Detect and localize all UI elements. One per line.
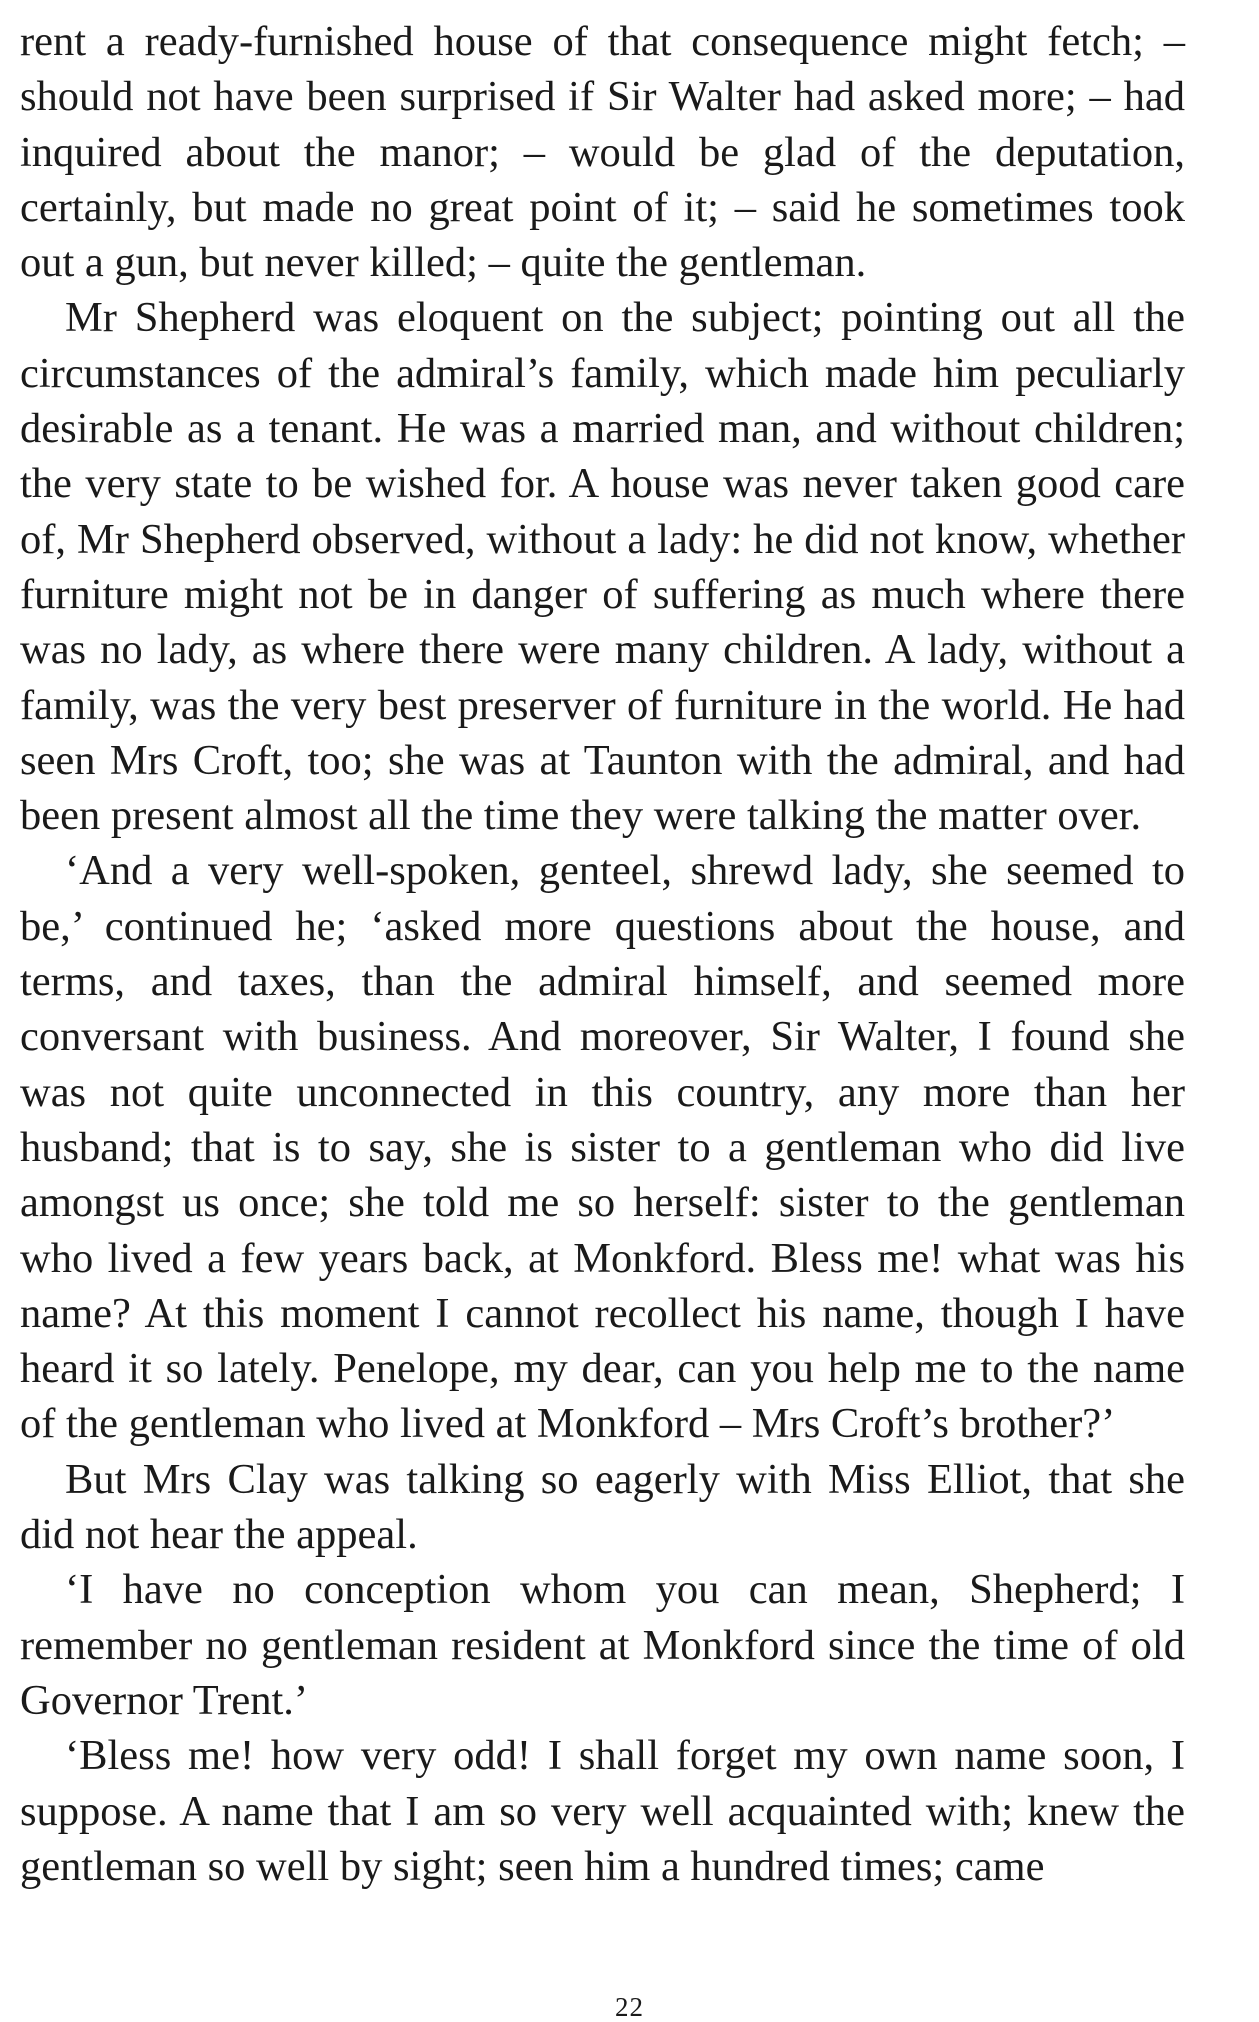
page-number: 22	[615, 1992, 644, 2022]
paragraph-2: Mr Shepherd was eloquent on the subject; pointing out all the circumstances of the admiral’s family, which made him peculiarly desirable as a tenant. He was a married man, and without children; the very state to be wished for. A house was never taken good care of, Mr Shepherd observed, without a lady: he did not know, whether furniture might not be in danger of suffering as much where there was no lady, as where there were many children. A lady, without a family, was the very best preserver of furniture in the world. He had seen Mrs Croft, too; she was at Taunton with the admiral, and had been present almost all the time they were talking the matter over.	[20, 294, 1185, 840]
page-body	[20, 14, 1185, 1894]
paragraph-6: ‘Bless me! how very odd! I shall forget my own name soon, I suppose. A name that I am so very well acquainted with; knew the gentleman so well by sight; seen him a hundred times; came	[20, 1732, 1185, 1890]
paragraph-5: ‘I have no conception whom you can mean, Shepherd; I remember no gentleman resident at Monkford since the time of old Governor Trent.’	[20, 1566, 1185, 1724]
paragraph-1: rent a ready-furnished house of that consequence might fetch; – should not have been surprised if Sir Walter had asked more; – had inquired about the manor; – would be glad of the deputation, certainly, but made no great point of it; – said he sometimes took out a gun, but never killed; – quite the gentleman.	[20, 18, 1185, 287]
paragraph-3: ‘And a very well-spoken, genteel, shrewd lady, she seemed to be,’ continued he; ‘asked more questions about the house, and terms, and taxes, than the admiral himself, and seemed more conversant with business. And moreover, Sir Walter, I found she was not quite unconnected in this country, any more than her husband; that is to say, she is sister to a gentleman who did live amongst us once; she told me so herself: sister to the gentleman who lived a few years back, at Monkford. Bless me! what was his name? At this moment I cannot recollect his name, though I have heard it so lately. Penelope, my dear, can you help me to the name of the gentleman who lived at Monkford – Mrs Croft’s brother?’	[20, 847, 1185, 1448]
paragraph-4: But Mrs Clay was talking so eagerly with Miss Elliot, that she did not hear the appeal.	[20, 1455, 1185, 1559]
